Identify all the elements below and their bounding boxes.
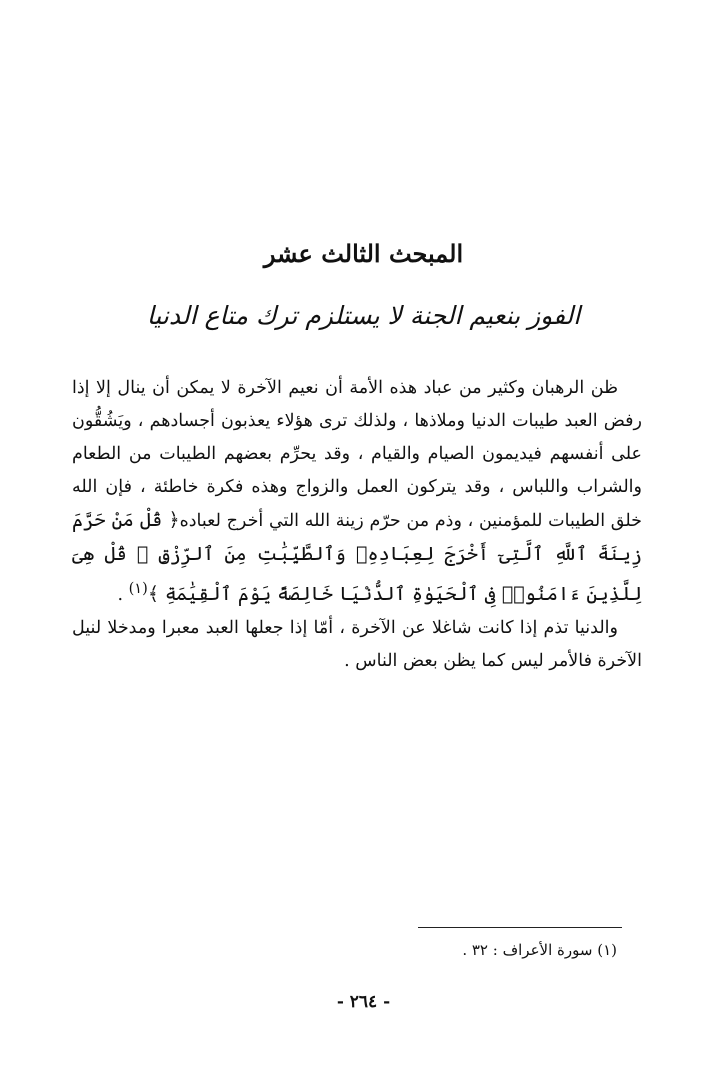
quran-verse: ﴿ قُلْ مَنْ حَرَّمَ زِينَةَ ٱللَّهِ ٱلَّتِىٓ أَخْرَجَ لِعِبَادِهِۦ وَٱلطَّيِّبَٰتِ مِنَ ٱلرِّزْقِ ۚ قُلْ هِىَ لِلَّذِينَ ءَامَنُوا۟ فِى ٱلْحَيَوٰةِ ٱلدُّنْيَا خَالِصَةً يَوْمَ ٱلْقِيَٰمَةِ ﴾ (72, 509, 642, 605)
paragraph-1 (72, 372, 642, 612)
footnote-divider (418, 927, 622, 928)
paragraph-1-text: ظن الرهبان وكثير من عباد هذه الأمة أن نعيم الآخرة لا يمكن أن ينال إلا إذا رفض العبد طيبات الدنيا وملاذها ، ولذلك ترى هؤلاء يعذبون أجسادهم ، ويَشُقُّون على أنفسهم فيديمون الصيام والقيام ، وقد يحرِّم بعضهم الطيبات من الطعام والشراب واللباس ، وقد يتركون العمل والزواج وهذه فكرة خاطئة ، فإن الله خلق الطيبات للمؤمنين ، وذم من حرّم زينة الله التي أخرج لعباده (72, 378, 642, 531)
page-number: - ٢٦٤ - (336, 992, 391, 1012)
paragraph-1-ending: . (117, 584, 129, 605)
body-text (72, 372, 642, 678)
section-subheading: الفوز بنعيم الجنة لا يستلزم ترك متاع الدنيا (146, 301, 581, 330)
section-heading: المبحث الثالث عشر (263, 239, 464, 268)
paragraph-2: والدنيا تذم إذا كانت شاغلا عن الآخرة ، أمّا إذا جعلها العبد معبرا ومدخلا لنيل الآخرة فالأمر ليس كما يظن بعض الناس . (72, 617, 642, 671)
footnote: (١) سورة الأعراف : ٣٢ . (462, 941, 617, 959)
footnote-marker: (١) (128, 580, 148, 597)
